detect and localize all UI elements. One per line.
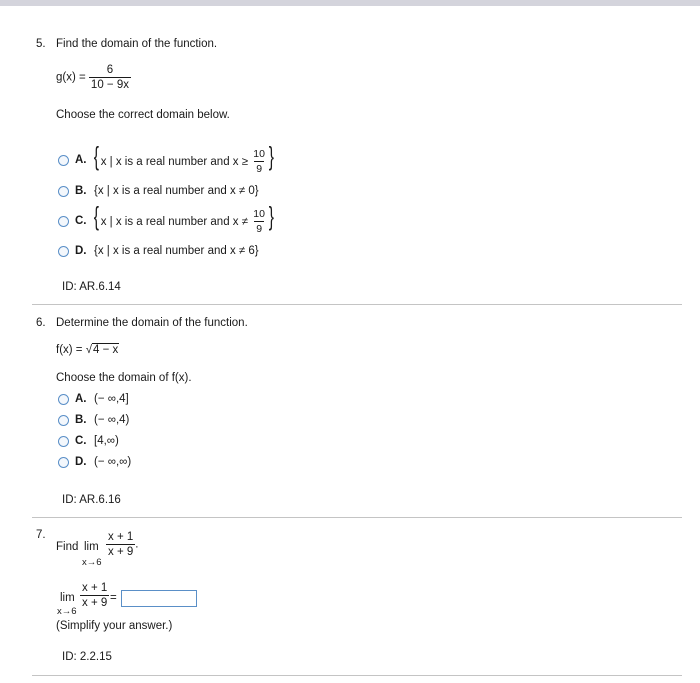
- q5-function: [56, 64, 131, 91]
- q5-option-c-pre: x | x is a real number and x ≠: [100, 215, 249, 228]
- q6-prompt: Determine the domain of the function.: [56, 317, 248, 329]
- q6-option-c-text[interactable]: [4,∞): [94, 435, 119, 447]
- q5-option-c-fraction: [251, 208, 267, 235]
- q7-numerator: x + 1: [108, 531, 134, 543]
- q5-option-a-pre: x | x is a real number and x ≥: [100, 155, 249, 168]
- q5-prompt: Find the domain of the function.: [56, 38, 218, 50]
- left-brace-icon: {: [93, 141, 99, 171]
- right-brace-icon: }: [268, 201, 274, 231]
- q6-option-c-radio[interactable]: [58, 436, 69, 447]
- q7-lim: lim: [84, 541, 99, 553]
- q7-period: .: [135, 538, 139, 551]
- divider: [32, 304, 682, 305]
- q5-option-a-text[interactable]: [92, 143, 276, 175]
- q5-option-d-radio[interactable]: [58, 246, 69, 257]
- q5-func-prefix: g(x) =: [56, 71, 86, 84]
- q5-option-b-radio[interactable]: [58, 186, 69, 197]
- q6-radicand: 4 − x: [93, 344, 119, 356]
- q5-number: 5.: [36, 38, 46, 50]
- q6-option-d-text[interactable]: (− ∞,∞): [94, 456, 132, 468]
- q7-answer-numerator: x + 1: [82, 582, 108, 594]
- q5-option-b-letter: B.: [75, 185, 87, 197]
- q7-answer-approach: x→6: [57, 606, 77, 617]
- q5-option-c-radio[interactable]: [58, 216, 69, 227]
- q7-denominator: x + 9: [108, 546, 134, 558]
- q6-func-prefix: f(x) =: [56, 344, 83, 356]
- q6-option-d-radio[interactable]: [58, 457, 69, 468]
- q6-function: [56, 344, 119, 356]
- q5-option-a-fraction: [251, 148, 267, 175]
- q5-option-b-text[interactable]: {x | x is a real number and x ≠ 0}: [94, 185, 259, 197]
- sqrt-icon: √: [85, 344, 93, 356]
- q6-option-a-radio[interactable]: [58, 394, 69, 405]
- divider: [32, 517, 682, 518]
- top-bar: [0, 0, 700, 6]
- q5-option-d-text[interactable]: {x | x is a real number and x ≠ 6}: [94, 245, 259, 257]
- q7-hint: (Simplify your answer.): [56, 620, 173, 632]
- q7-fraction: [106, 531, 138, 558]
- q5-id: ID: AR.6.14: [62, 281, 121, 293]
- divider: [32, 675, 682, 676]
- q5-option-c-den: 9: [256, 223, 263, 236]
- q5-func-numerator: 6: [106, 64, 114, 76]
- q5-option-d-letter: D.: [75, 245, 87, 257]
- q6-instruction: Choose the domain of f(x).: [56, 372, 192, 384]
- q5-option-a-num: 10: [253, 148, 265, 161]
- q5-option-a-den: 9: [256, 163, 263, 176]
- q5-func-fraction: [89, 64, 131, 91]
- q7-answer-input[interactable]: [121, 590, 197, 607]
- q5-option-a-letter: A.: [75, 154, 87, 166]
- q6-id: ID: AR.6.16: [62, 494, 121, 506]
- q5-option-a-radio[interactable]: [58, 155, 69, 166]
- q7-number: 7.: [36, 529, 46, 541]
- right-brace-icon: }: [268, 141, 274, 171]
- q5-instruction: Choose the correct domain below.: [56, 109, 230, 121]
- q6-option-b-radio[interactable]: [58, 415, 69, 426]
- q6-number: 6.: [36, 317, 46, 329]
- q7-answer-lim: lim: [60, 592, 75, 604]
- q6-option-a-text[interactable]: (− ∞,4]: [94, 393, 129, 405]
- q6-option-d-letter: D.: [75, 456, 87, 468]
- q7-equals: =: [110, 592, 117, 604]
- left-brace-icon: {: [93, 201, 99, 231]
- q7-answer-denominator: x + 9: [82, 597, 108, 609]
- q7-answer-fraction: [80, 582, 109, 609]
- q6-option-a-letter: A.: [75, 393, 87, 405]
- q5-option-c-num: 10: [253, 208, 265, 221]
- q5-option-c-text[interactable]: [92, 203, 276, 235]
- q7-approach: x→6: [82, 557, 102, 568]
- q5-func-denominator: 10 − 9x: [90, 79, 129, 91]
- q7-find: Find: [56, 541, 79, 553]
- q5-option-c-letter: C.: [75, 215, 87, 227]
- q6-option-c-letter: C.: [75, 435, 87, 447]
- q6-option-b-text[interactable]: (− ∞,4): [94, 414, 130, 426]
- q7-id: ID: 2.2.15: [62, 651, 112, 663]
- q6-option-b-letter: B.: [75, 414, 87, 426]
